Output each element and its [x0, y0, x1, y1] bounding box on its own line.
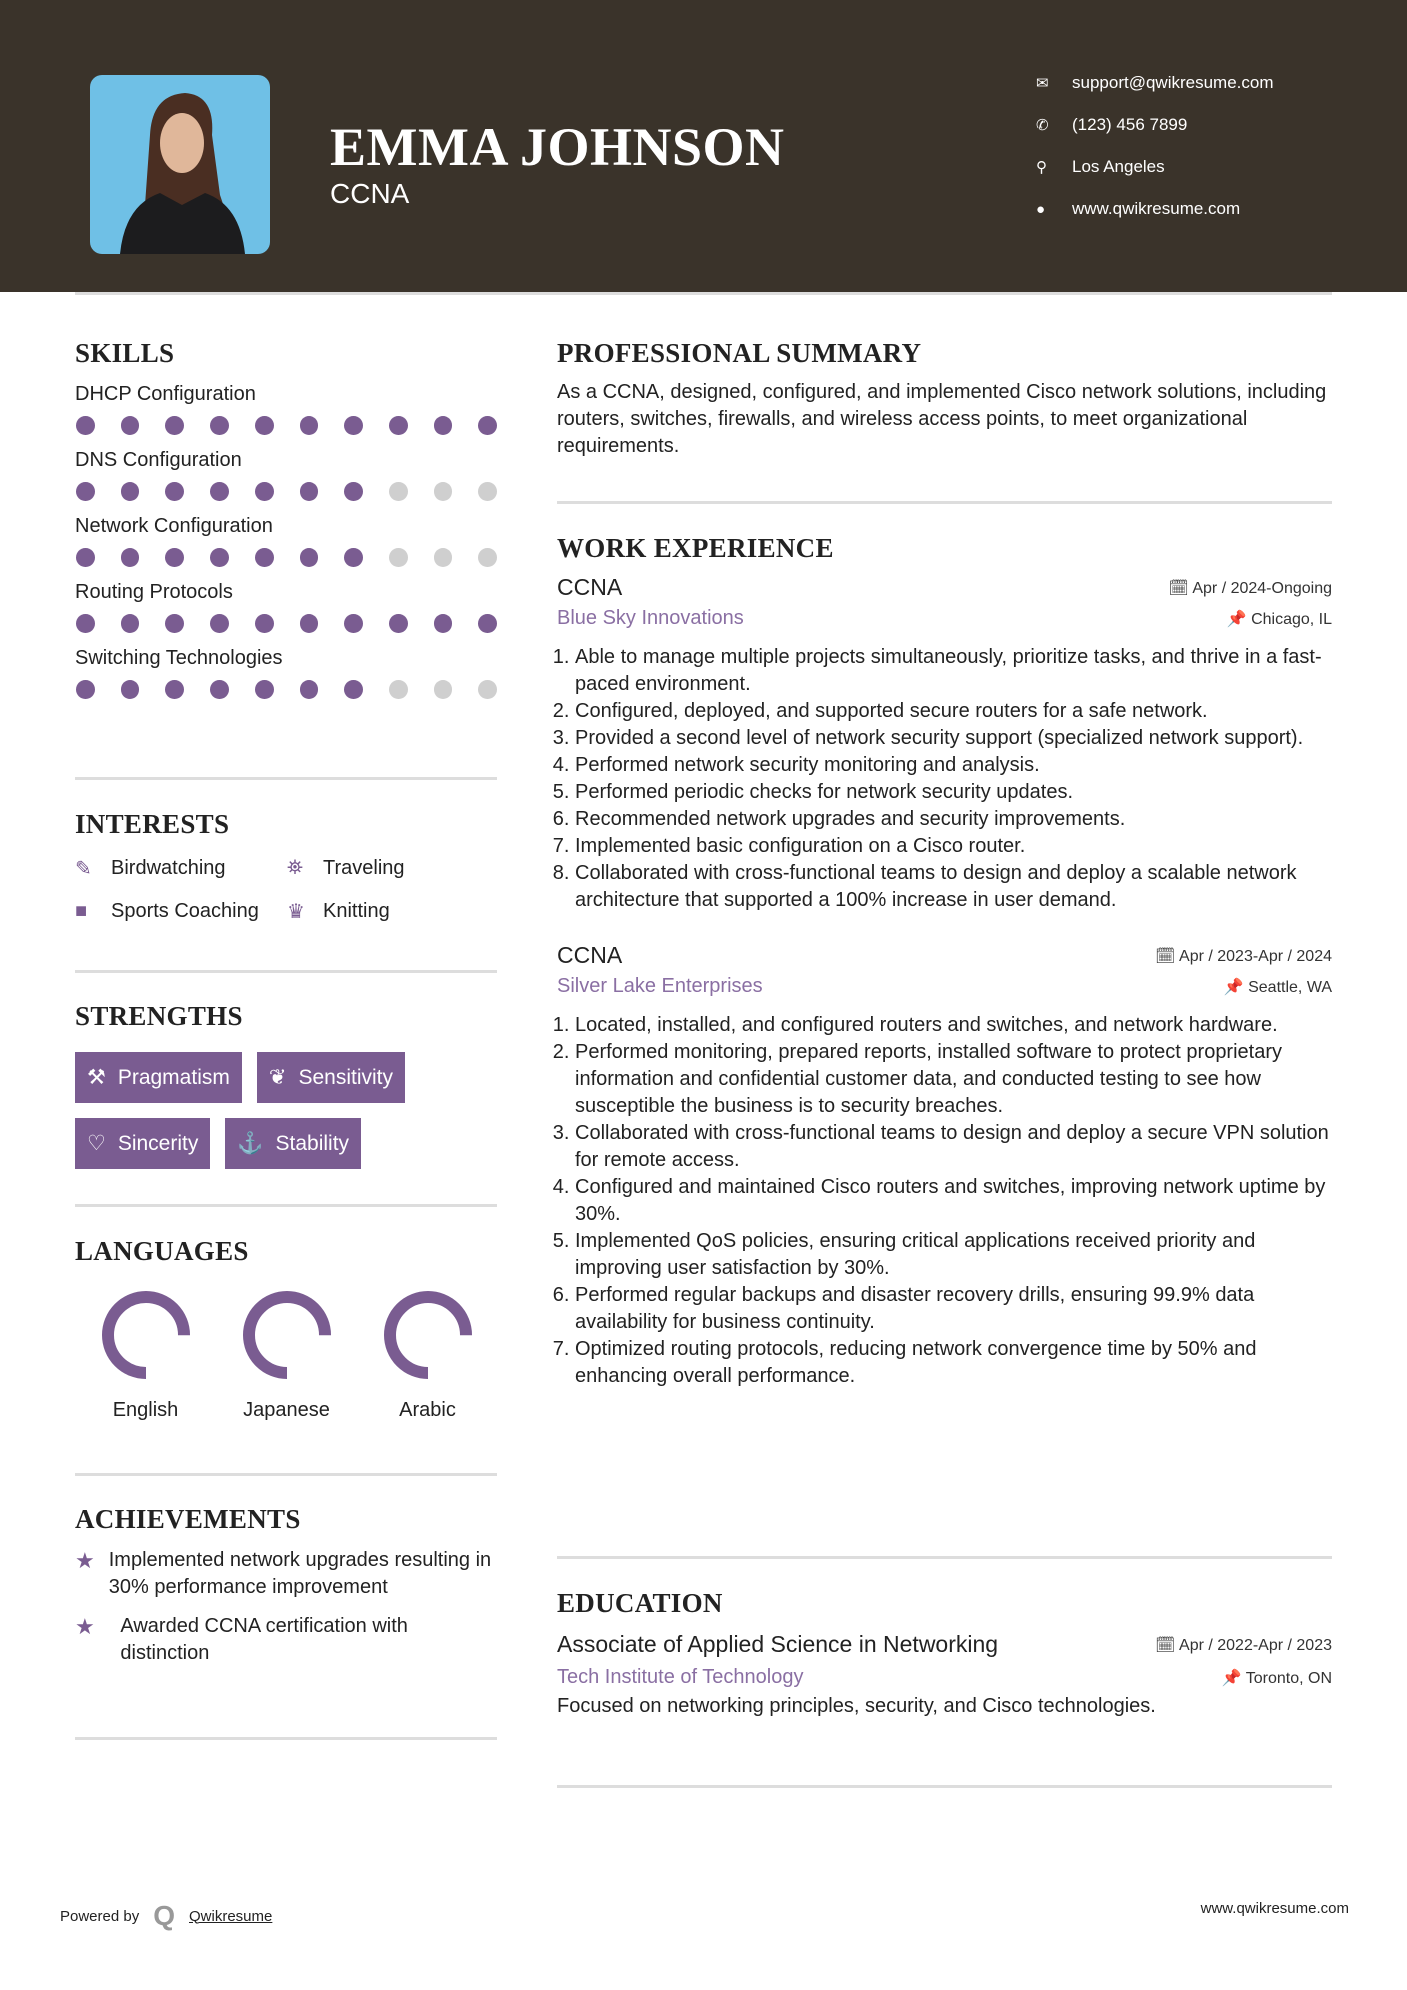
strength-tag: [75, 1118, 210, 1169]
rating-dot: [255, 548, 274, 567]
rating-dot: [434, 416, 453, 435]
rating-dot: [434, 482, 453, 501]
job-bullet: 6. Performed regular backups and disaster recovery drills, ensuring 99.9% data availability for business continuity.: [575, 1282, 1332, 1336]
company-name: Blue Sky Innovations: [557, 607, 744, 629]
rating-dot: [76, 680, 95, 699]
company-name: Silver Lake Enterprises: [557, 975, 763, 997]
heart-icon: ♡: [87, 1132, 106, 1155]
rating-dot: [389, 614, 408, 633]
contact-phone[interactable]: [1036, 115, 1187, 135]
strength-label: Sensitivity: [298, 1065, 393, 1089]
school: Tech Institute of Technology: [557, 1666, 804, 1688]
interest-label: Traveling: [323, 857, 405, 879]
education-section: [557, 1588, 1332, 1720]
skill-rating: [76, 614, 497, 633]
language-item: [75, 1289, 216, 1422]
language-progress-ring: [241, 1289, 333, 1381]
divider: [75, 970, 497, 973]
achievement-item: [75, 1547, 495, 1601]
binoculars-icon: ⛯: [287, 857, 303, 879]
rating-dot: [255, 614, 274, 633]
brand-link[interactable]: Qwikresume: [189, 1907, 273, 1925]
rating-dot: [344, 548, 363, 567]
achievement-text: Awarded CCNA certification with distinction: [120, 1615, 408, 1664]
achievement-item: [75, 1613, 495, 1667]
skill-label: DHCP Configuration: [75, 383, 256, 405]
footer-url[interactable]: www.qwikresume.com: [1200, 1900, 1349, 1917]
rating-dot: [300, 548, 319, 567]
languages-heading: LANGUAGES: [75, 1236, 249, 1266]
language-label: Japanese: [243, 1399, 330, 1421]
interest-item: [287, 899, 487, 924]
education-description: Focused on networking principles, security, and Cisco technologies.: [557, 1695, 1156, 1717]
achievement-text: Implemented network upgrades resulting in 30% performance improvement: [108, 1549, 492, 1598]
job-bullet: 2. Performed monitoring, prepared reports, installed software to protect proprietary information and confidential customer data, and conducted testing to see how susceptible the business is to security breaches.: [575, 1039, 1332, 1120]
pin-icon: 📌: [1223, 978, 1244, 996]
rating-dot: [344, 614, 363, 633]
skill-rating: [76, 482, 497, 501]
divider: [75, 1473, 497, 1476]
interest-item: [75, 856, 287, 881]
resume-header: [0, 0, 1407, 292]
education-dates: 🗓 Apr / 2022-Apr / 2023: [1155, 1636, 1332, 1654]
divider: [75, 292, 1332, 295]
skill-rating: [76, 548, 497, 567]
calendar-icon: 🗓: [1155, 947, 1176, 965]
rating-dot: [255, 416, 274, 435]
job-bullets: [557, 1012, 1332, 1390]
interest-item: [75, 899, 287, 924]
pin-icon: 📌: [1226, 610, 1247, 628]
job-bullet: 4. Performed network security monitoring and analysis.: [575, 752, 1332, 779]
calendar-icon: 🗓: [1168, 579, 1189, 597]
experience-heading: WORK EXPERIENCE: [557, 533, 834, 563]
job-dates: [1168, 578, 1332, 598]
rating-dot: [434, 614, 453, 633]
edit-icon: ✎: [75, 858, 92, 880]
powered-by-text: Powered by: [60, 1907, 140, 1925]
achievements-section: [75, 1504, 515, 1667]
phone-text: (123) 456 7899: [1072, 115, 1188, 134]
rating-dot: [300, 482, 319, 501]
rating-dot: [478, 416, 497, 435]
achievements-heading: ACHIEVEMENTS: [75, 1504, 301, 1534]
strength-tag: [75, 1052, 242, 1103]
strength-tag: [225, 1118, 361, 1169]
language-progress-ring: [382, 1289, 474, 1381]
rating-dot: [210, 548, 229, 567]
job-bullet: 8. Collaborated with cross-functional teams to design and deploy a scalable network architecture that supported a 100% increase in user demand.: [575, 860, 1332, 914]
rating-dot: [165, 548, 184, 567]
rating-dot: [121, 680, 140, 699]
map-pin-icon: ⚲: [1036, 159, 1047, 176]
divider: [75, 1204, 497, 1207]
divider: [75, 1737, 497, 1740]
degree: Associate of Applied Science in Networking: [557, 1631, 999, 1657]
job-location: [1224, 977, 1332, 997]
location-text: Chicago, IL: [1251, 610, 1332, 628]
location-text: Seattle, WA: [1248, 978, 1332, 996]
rating-dot: [76, 482, 95, 501]
job-bullets: [557, 644, 1332, 914]
contact-website[interactable]: [1036, 199, 1240, 219]
skills-section: [75, 338, 497, 699]
divider: [75, 777, 497, 780]
skill-label: DNS Configuration: [75, 449, 242, 471]
skill-label: Network Configuration: [75, 515, 273, 537]
rating-dot: [121, 416, 140, 435]
job-bullet: 6. Recommended network upgrades and security improvements.: [575, 806, 1332, 833]
rating-dot: [121, 548, 140, 567]
rating-dot: [344, 416, 363, 435]
rating-dot: [76, 614, 95, 633]
strength-tag: [257, 1052, 405, 1103]
rating-dot: [434, 548, 453, 567]
interest-item: [287, 856, 487, 881]
strengths-section: [75, 1001, 515, 1169]
rating-dot: [165, 482, 184, 501]
job-entry: [557, 942, 1332, 1390]
website-text: www.qwikresume.com: [1072, 199, 1241, 218]
rating-dot: [478, 680, 497, 699]
job-bullet: 5. Implemented QoS policies, ensuring critical applications received priority and improving user satisfaction by 30%.: [575, 1228, 1332, 1282]
rating-dot: [165, 614, 184, 633]
rating-dot: [478, 614, 497, 633]
email-text: support@qwikresume.com: [1072, 73, 1274, 92]
rating-dot: [300, 416, 319, 435]
strength-label: Stability: [275, 1131, 350, 1155]
leaf-icon: ❦: [268, 1066, 287, 1089]
job-bullet: 3. Provided a second level of network security support (specialized network support).: [575, 725, 1332, 752]
contact-email[interactable]: [1036, 73, 1274, 93]
skill-label: Switching Technologies: [75, 647, 283, 669]
language-item: [357, 1289, 498, 1422]
job-title: CCNA: [557, 942, 623, 968]
language-progress-ring: [100, 1289, 192, 1381]
gavel-icon: ⚒: [87, 1066, 106, 1089]
job-bullet: 3. Collaborated with cross-functional teams to design and deploy a secure VPN solution for remote access.: [575, 1120, 1332, 1174]
education-location: 📌 Toronto, ON: [1221, 1669, 1332, 1687]
education-heading: EDUCATION: [557, 1588, 723, 1618]
job-bullet: 2. Configured, deployed, and supported secure routers for a safe network.: [575, 698, 1332, 725]
dates-text: Apr / 2023-Apr / 2024: [1179, 947, 1332, 965]
rating-dot: [300, 614, 319, 633]
divider: [557, 501, 1332, 504]
interest-label: Birdwatching: [111, 857, 226, 879]
language-label: English: [112, 1399, 179, 1421]
contact-location: [1036, 157, 1165, 177]
rating-dot: [210, 680, 229, 699]
job-bullet: 7. Implemented basic configuration on a Cisco router.: [575, 833, 1332, 860]
rating-dot: [255, 680, 274, 699]
candidate-title: CCNA: [330, 178, 410, 209]
rating-dot: [434, 680, 453, 699]
rating-dot: [389, 548, 408, 567]
divider: [557, 1785, 1332, 1788]
rating-dot: [121, 482, 140, 501]
interests-section: [75, 809, 497, 924]
footer-powered-by: [60, 1900, 272, 1932]
strength-label: Pragmatism: [117, 1065, 230, 1089]
rating-dot: [210, 482, 229, 501]
skills-heading: SKILLS: [75, 338, 175, 368]
rating-dot: [344, 482, 363, 501]
star-icon: ★: [75, 1614, 95, 1639]
rating-dot: [478, 482, 497, 501]
dates-text: Apr / 2024-Ongoing: [1192, 579, 1332, 597]
location-text: Los Angeles: [1072, 157, 1165, 176]
rating-dot: [210, 614, 229, 633]
anchor-icon: ⚓: [237, 1131, 264, 1155]
summary-heading: PROFESSIONAL SUMMARY: [557, 338, 922, 368]
summary-text: As a CCNA, designed, configured, and implemented Cisco network solutions, including routers, switches, firewalls, and wireless access points, to meet organizational requirements.: [557, 381, 1327, 457]
job-location: [1227, 609, 1332, 629]
rating-dot: [165, 416, 184, 435]
briefcase-icon: ■: [75, 900, 88, 922]
job-bullet: 5. Performed periodic checks for network security updates.: [575, 779, 1332, 806]
star-icon: ★: [75, 1548, 95, 1573]
interest-label: Knitting: [323, 900, 390, 922]
job-bullet: 1. Able to manage multiple projects simultaneously, prioritize tasks, and thrive in a fast-paced environment.: [575, 644, 1332, 698]
profile-photo: [90, 75, 270, 254]
skill-label: Routing Protocols: [75, 581, 233, 603]
summary-section: [557, 338, 1332, 460]
rating-dot: [121, 614, 140, 633]
rating-dot: [344, 680, 363, 699]
phone-icon: ✆: [1036, 117, 1049, 134]
envelope-icon: ✉: [1036, 75, 1049, 92]
job-title: CCNA: [557, 574, 623, 600]
language-item: [216, 1289, 357, 1422]
skill-rating: [76, 680, 497, 699]
divider: [557, 1556, 1332, 1559]
rating-dot: [478, 548, 497, 567]
interest-label: Sports Coaching: [111, 900, 259, 922]
candidate-name: EMMA JOHNSON: [330, 117, 785, 177]
language-label: Arabic: [399, 1399, 456, 1421]
experience-section: [557, 533, 1332, 1390]
rating-dot: [255, 482, 274, 501]
location-text: Toronto, ON: [1245, 1669, 1332, 1687]
languages-section: [75, 1236, 515, 1422]
trophy-icon: ♛: [287, 901, 305, 923]
rating-dot: [210, 416, 229, 435]
qwikresume-logo-icon: Q: [153, 1900, 175, 1931]
dates-text: Apr / 2022-Apr / 2023: [1179, 1636, 1332, 1654]
interests-heading: INTERESTS: [75, 809, 230, 839]
rating-dot: [76, 548, 95, 567]
globe-icon: ●: [1036, 200, 1046, 218]
skill-rating: [76, 416, 497, 435]
job-bullet: 4. Configured and maintained Cisco routers and switches, improving network uptime by 30%.: [575, 1174, 1332, 1228]
job-dates: [1155, 946, 1332, 966]
job-bullet: 1. Located, installed, and configured routers and switches, and network hardware.: [575, 1012, 1332, 1039]
rating-dot: [389, 482, 408, 501]
strengths-heading: STRENGTHS: [75, 1001, 243, 1031]
job-entry: [557, 574, 1332, 914]
rating-dot: [389, 416, 408, 435]
job-bullet: 7. Optimized routing protocols, reducing network convergence time by 50% and enhancing overall performance.: [575, 1336, 1332, 1390]
rating-dot: [165, 680, 184, 699]
rating-dot: [76, 416, 95, 435]
rating-dot: [300, 680, 319, 699]
rating-dot: [389, 680, 408, 699]
strength-label: Sincerity: [117, 1131, 199, 1155]
